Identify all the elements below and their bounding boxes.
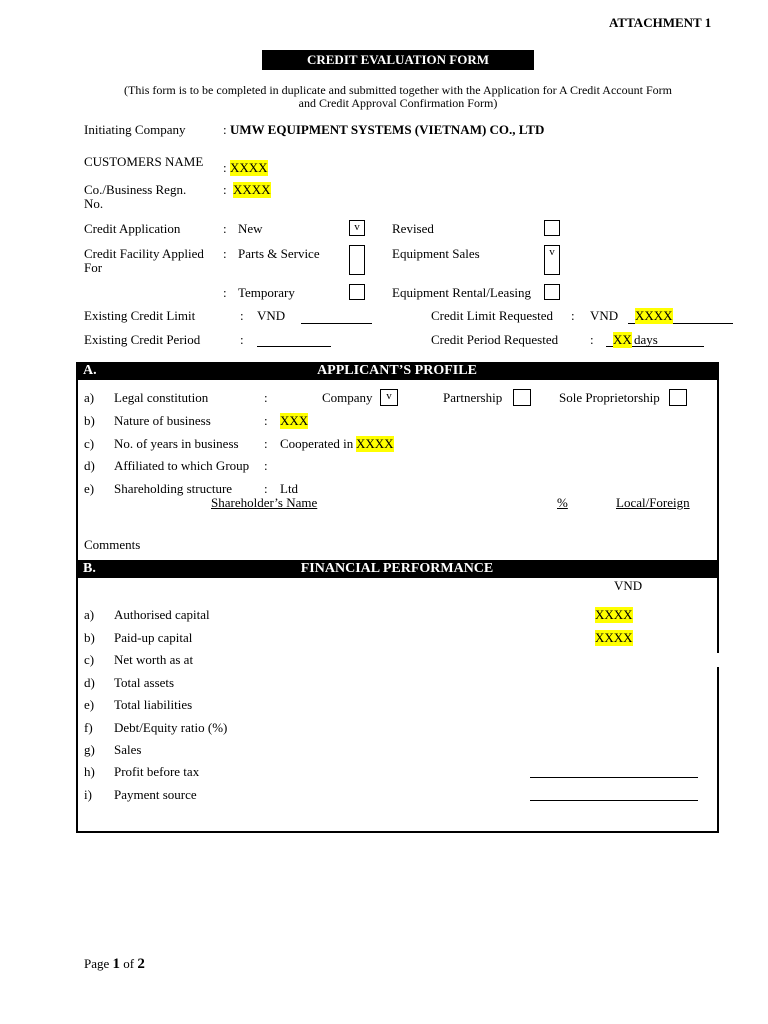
profit-before-tax-field[interactable]: [530, 777, 698, 778]
limit-requested-colon: :: [571, 308, 575, 323]
fin-row-letter: g): [84, 742, 95, 757]
of-word: of: [123, 956, 135, 971]
fin-row-letter: a): [84, 607, 95, 622]
page-total: 2: [137, 956, 145, 972]
customers-name-label: CUSTOMERS NAME: [84, 154, 204, 169]
option-company-label: Company: [322, 390, 373, 405]
checkbox-new[interactable]: [349, 220, 365, 236]
shareholding-colon: :: [264, 481, 268, 496]
fin-row-label: Paid-up capital: [114, 630, 193, 645]
checkbox-sole-proprietorship[interactable]: [669, 389, 687, 406]
fin-row-letter: d): [84, 675, 95, 690]
initiating-company-value: UMW EQUIPMENT SYSTEMS (VIETNAM) CO., LTD: [230, 122, 545, 137]
section-b-letter: B.: [83, 561, 96, 576]
fin-row-letter: h): [84, 764, 95, 779]
facility-label-line1: Credit Facility Applied: [84, 246, 204, 261]
section-b-header: [77, 560, 717, 578]
checkbox-rental-leasing[interactable]: [544, 284, 560, 300]
col-percent: %: [557, 495, 568, 510]
currency-header: VND: [614, 578, 643, 593]
limit-requested-currency: VND: [590, 308, 619, 323]
credit-application-label: Credit Application: [84, 221, 181, 236]
option-new-label: New: [238, 221, 263, 236]
regn-colon: :: [223, 182, 227, 197]
checkbox-revised[interactable]: [544, 220, 560, 236]
years-business-colon: :: [264, 436, 268, 451]
regn-label-line2: No.: [84, 196, 104, 211]
existing-limit-currency: VND: [257, 308, 286, 323]
facility-label-line2: For: [84, 260, 103, 275]
shareholding-value: Ltd: [280, 481, 299, 496]
years-business-value[interactable]: XXXX: [356, 436, 394, 451]
shareholding-label: Shareholding structure: [114, 481, 233, 496]
option-revised-label: Revised: [392, 221, 434, 236]
facility-colon: :: [223, 246, 227, 261]
regn-label-line1: Co./Business Regn.: [84, 182, 187, 197]
affiliated-group-colon: :: [264, 458, 268, 473]
form-title-text: CREDIT EVALUATION FORM: [306, 52, 490, 67]
c-letter: c): [84, 436, 95, 451]
form-box: [76, 362, 719, 833]
option-sole-label: Sole Proprietorship: [559, 390, 660, 405]
fin-row-label: Payment source: [114, 787, 197, 802]
e-letter: e): [84, 481, 95, 496]
a-letter: a): [84, 390, 95, 405]
checkbox-equipment-sales-mark: v: [549, 246, 555, 258]
years-business-label: No. of years in business: [114, 436, 239, 451]
existing-period-colon: :: [240, 332, 244, 347]
fin-row-letter: b): [84, 630, 95, 645]
section-a-letter: A.: [83, 363, 97, 378]
option-parts-service-label: Parts & Service: [238, 246, 320, 261]
checkbox-temporary[interactable]: [349, 284, 365, 300]
existing-period-field[interactable]: [257, 346, 331, 347]
legal-constitution-colon: :: [264, 390, 268, 405]
col-local-foreign: Local/Foreign: [616, 495, 690, 510]
initiating-company-colon: :: [223, 122, 227, 137]
period-requested-label: Credit Period Requested: [431, 332, 559, 347]
checkbox-partnership[interactable]: [513, 389, 531, 406]
temporary-colon: :: [223, 285, 227, 300]
fin-row-value[interactable]: XXXX: [595, 630, 633, 645]
fin-row-letter: e): [84, 697, 95, 712]
years-business-prefix: Cooperated in: [280, 436, 354, 451]
section-a-title: APPLICANT’S PROFILE: [317, 363, 477, 378]
page-number: 1: [112, 956, 121, 972]
b-letter: b): [84, 413, 95, 428]
affiliated-group-label: Affiliated to which Group: [114, 458, 250, 473]
instruction-line-1: (This form is to be completed in duplicate and submitted together with the Application for A Credit Account Form: [124, 83, 672, 97]
page-footer: [84, 956, 145, 973]
form-box-gap: [714, 653, 720, 667]
credit-application-colon: :: [223, 221, 227, 236]
col-shareholder-name: Shareholder’s Name: [211, 495, 318, 510]
period-requested-unit: days: [634, 332, 658, 347]
checkbox-new-mark: v: [354, 221, 360, 233]
d-letter: d): [84, 458, 95, 473]
option-rental-leasing-label: Equipment Rental/Leasing: [392, 285, 531, 300]
instruction-line-2: and Credit Approval Confirmation Form): [298, 96, 498, 110]
limit-requested-label: Credit Limit Requested: [431, 308, 554, 323]
period-requested-value: XX: [613, 332, 632, 347]
existing-limit-label: Existing Credit Limit: [84, 308, 196, 323]
fin-row-label: Debt/Equity ratio (%): [114, 720, 228, 735]
regn-value[interactable]: XXXX: [233, 182, 271, 197]
fin-row-label: Total assets: [114, 675, 175, 690]
fin-row-label: Authorised capital: [114, 607, 210, 622]
form-title: [262, 50, 534, 70]
option-partnership-label: Partnership: [443, 390, 503, 405]
attachment-label: ATTACHMENT 1: [609, 15, 712, 30]
option-temporary-label: Temporary: [238, 285, 295, 300]
fin-row-letter: c): [84, 652, 95, 667]
section-b-title: FINANCIAL PERFORMANCE: [300, 561, 494, 576]
comments-label: Comments: [84, 537, 141, 552]
checkbox-company[interactable]: [380, 389, 398, 406]
nature-business-colon: :: [264, 413, 268, 428]
initiating-company-label: Initiating Company: [84, 122, 186, 137]
fin-row-value[interactable]: XXXX: [595, 607, 633, 622]
fin-row-label: Net worth as at: [114, 652, 194, 667]
existing-limit-colon: :: [240, 308, 244, 323]
checkbox-parts-service[interactable]: [349, 245, 365, 275]
fin-row-letter: i): [84, 787, 92, 802]
period-requested-colon: :: [590, 332, 594, 347]
page-word: Page: [84, 956, 110, 971]
limit-requested-value: XXXX: [635, 308, 673, 323]
fin-row-letter: f): [84, 720, 93, 735]
payment-source-field[interactable]: [530, 800, 698, 801]
fin-row-label: Total liabilities: [114, 697, 193, 712]
option-equipment-sales-label: Equipment Sales: [392, 246, 480, 261]
checkbox-equipment-sales[interactable]: [544, 245, 560, 275]
fin-row-label: Sales: [114, 742, 142, 757]
legal-constitution-label: Legal constitution: [114, 390, 209, 405]
customers-name-colon: :: [223, 160, 227, 175]
existing-limit-field[interactable]: [301, 323, 372, 324]
existing-period-label: Existing Credit Period: [84, 332, 201, 347]
customers-name-value[interactable]: XXXX: [230, 160, 268, 175]
nature-business-value[interactable]: XXX: [280, 413, 309, 428]
fin-row-label: Profit before tax: [114, 764, 200, 779]
nature-business-label: Nature of business: [114, 413, 211, 428]
checkbox-company-mark: v: [386, 390, 392, 402]
section-a-header: [77, 362, 717, 380]
